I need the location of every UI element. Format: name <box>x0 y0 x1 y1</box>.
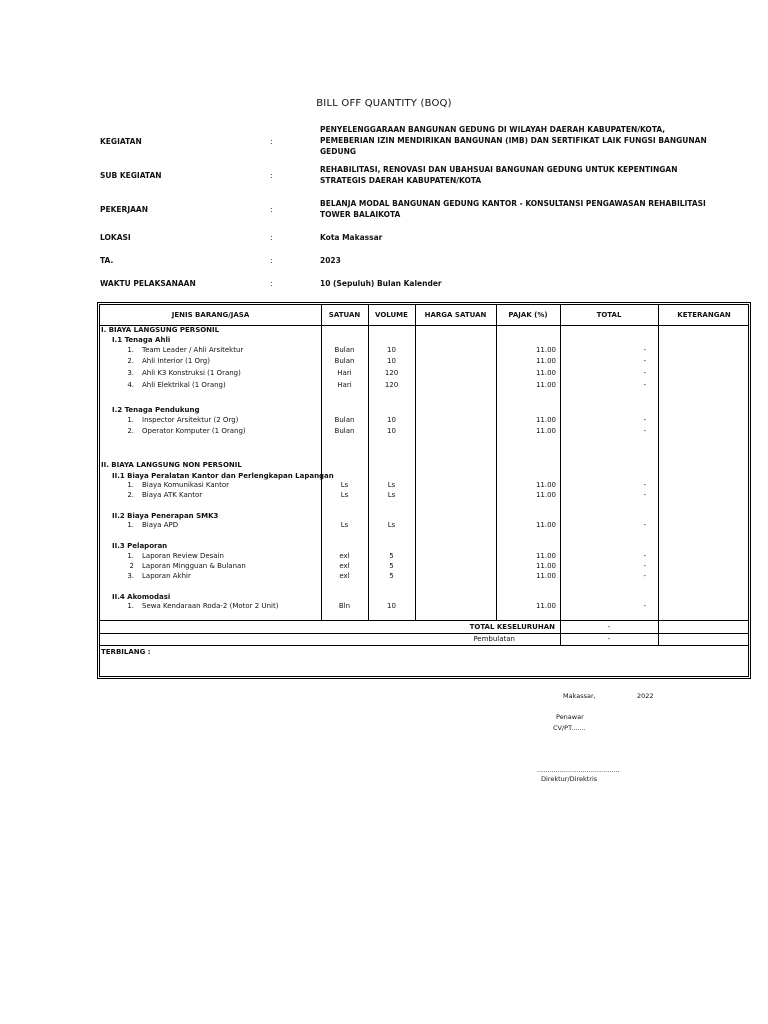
item-total: - <box>643 572 646 580</box>
section-heading: I.1 Tenaga Ahli <box>112 336 171 344</box>
item-number: 1. <box>127 602 134 610</box>
item-volume: Ls <box>387 481 396 489</box>
item-number: 1. <box>127 521 134 529</box>
item-satuan: Ls <box>340 521 349 529</box>
item-volume: 120 <box>384 369 399 377</box>
item-volume: 5 <box>389 552 394 560</box>
signature-line: ........................................ <box>537 766 620 774</box>
info-value: Kota Makassar <box>320 233 383 242</box>
header-keterangan: KETERANGAN <box>677 311 731 319</box>
pembulatan-label: Pembulatan <box>473 635 515 643</box>
item-total: - <box>643 562 646 570</box>
item-name: Biaya Komunikasi Kantor <box>142 481 229 489</box>
item-pajak: 11.00 <box>535 346 556 354</box>
item-pajak: 11.00 <box>535 381 556 389</box>
header-volume: VOLUME <box>375 311 408 319</box>
info-label: PEKERJAAN <box>100 205 149 214</box>
total-keseluruhan-value: - <box>607 623 611 631</box>
item-number: 3. <box>127 369 134 377</box>
total-keseluruhan-label: TOTAL KESELURUHAN <box>469 623 555 631</box>
info-colon: : <box>270 137 273 146</box>
section-heading: II. BIAYA LANGSUNG NON PERSONIL <box>101 461 242 469</box>
item-number: 1. <box>127 346 134 354</box>
pembulatan-row-line <box>100 645 748 646</box>
item-name: Laporan Review Desain <box>142 552 224 560</box>
item-pajak: 11.00 <box>535 481 556 489</box>
info-value: PENYELENGGARAAN BANGUNAN GEDUNG DI WILAYAH DAERAH KABUPATEN/KOTA, PEMEBERIAN IZIN MENDIRIKAN BANGUNAN (IMB) DAN SERTIFIKAT LAIK FUNGSI BANGUNAN GEDUNG <box>320 125 707 156</box>
item-total: - <box>643 602 646 610</box>
item-number: 2 <box>129 562 134 570</box>
header-harga: HARGA SATUAN <box>424 311 487 319</box>
item-name: Biaya ATK Kantor <box>142 491 203 499</box>
item-name: Laporan Mingguan & Bulanan <box>142 562 246 570</box>
item-name: Operator Komputer (1 Orang) <box>142 427 246 435</box>
item-pajak: 11.00 <box>535 562 556 570</box>
info-colon: : <box>270 205 273 214</box>
section-heading: I.2 Tenaga Pendukung <box>112 406 200 414</box>
item-pajak: 11.00 <box>535 357 556 365</box>
section-heading: II.1 Biaya Peralatan Kantor dan Perlengkapan Lapangan <box>112 472 334 480</box>
item-satuan: Ls <box>340 481 349 489</box>
item-number: 1. <box>127 481 134 489</box>
section-heading: II.2 Biaya Penerapan SMK3 <box>112 512 219 520</box>
item-volume: 10 <box>387 357 396 365</box>
item-number: 2. <box>127 491 134 499</box>
document-title: BILL OFF QUANTITY (BOQ) <box>316 98 452 109</box>
item-satuan: Bulan <box>334 346 355 354</box>
item-name: Biaya APD <box>142 521 179 529</box>
item-satuan: Bulan <box>334 427 355 435</box>
item-volume: 10 <box>387 602 396 610</box>
terbilang-label: TERBILANG : <box>101 648 151 656</box>
item-satuan: exl <box>339 562 350 570</box>
item-satuan: Ls <box>340 491 349 499</box>
section-heading: II.4 Akomodasi <box>112 593 171 601</box>
item-total: - <box>643 521 646 529</box>
item-satuan: exl <box>339 572 350 580</box>
footer-penawar: Penawar <box>556 713 584 721</box>
item-volume: Ls <box>387 521 396 529</box>
header-satuan: SATUAN <box>328 311 361 319</box>
item-volume: 5 <box>389 572 394 580</box>
item-number: 3. <box>127 572 134 580</box>
item-name: Sewa Kendaraan Roda-2 (Motor 2 Unit) <box>142 602 279 610</box>
item-total: - <box>643 491 646 499</box>
body-bottom-line <box>100 620 748 621</box>
info-colon: : <box>270 171 273 180</box>
item-satuan: Hari <box>337 369 352 377</box>
item-pajak: 11.00 <box>535 602 556 610</box>
item-volume: 5 <box>389 562 394 570</box>
item-name: Laporan Akhir <box>142 572 191 580</box>
item-total: - <box>643 481 646 489</box>
header-total: TOTAL <box>596 311 622 319</box>
item-satuan: Bln <box>338 602 351 610</box>
section-heading: II.3 Pelaporan <box>112 542 168 550</box>
item-name: Team Leader / Ahli Arsitektur <box>142 346 244 354</box>
item-name: Ahli Elektrikal (1 Orang) <box>142 381 226 389</box>
info-colon: : <box>270 256 273 265</box>
item-total: - <box>643 346 646 354</box>
item-number: 1. <box>127 416 134 424</box>
item-pajak: 11.00 <box>535 552 556 560</box>
item-number: 1. <box>127 552 134 560</box>
item-number: 2. <box>127 427 134 435</box>
item-pajak: 11.00 <box>535 491 556 499</box>
item-satuan: Hari <box>337 381 352 389</box>
item-number: 2. <box>127 357 134 365</box>
item-pajak: 11.00 <box>535 369 556 377</box>
item-total: - <box>643 369 646 377</box>
boq-table-inner <box>99 304 749 677</box>
item-total: - <box>643 552 646 560</box>
col-line <box>415 305 416 620</box>
info-value: BELANJA MODAL BANGUNAN GEDUNG KANTOR - KONSULTANSI PENGAWASAN REHABILITASI TOWER BALAIKOTA <box>320 199 706 219</box>
header-jenis: JENIS BARANG/JASA <box>171 311 250 319</box>
item-pajak: 11.00 <box>535 427 556 435</box>
info-label: SUB KEGIATAN <box>100 171 162 180</box>
item-name: Ahli Interior (1 Org) <box>142 357 210 365</box>
item-volume: Ls <box>387 491 396 499</box>
boq-table <box>97 302 751 679</box>
item-satuan: Bulan <box>334 357 355 365</box>
col-line <box>658 305 659 645</box>
info-value: 10 (Sepuluh) Bulan Kalender <box>320 279 442 288</box>
info-value: REHABILITASI, RENOVASI DAN UBAHSUAI BANGUNAN GEDUNG UNTUK KEPENTINGAN STRATEGIS DAERAH KABUPATEN/KOTA <box>320 165 678 185</box>
item-volume: 10 <box>387 416 396 424</box>
info-label: WAKTU PELAKSANAAN <box>100 279 196 288</box>
info-label: KEGIATAN <box>100 137 142 146</box>
item-total: - <box>643 357 646 365</box>
info-value: 2023 <box>320 256 341 265</box>
info-colon: : <box>270 279 273 288</box>
item-total: - <box>643 416 646 424</box>
header-pajak: PAJAK (%) <box>508 311 548 319</box>
item-satuan: exl <box>339 552 350 560</box>
item-volume: 120 <box>384 381 399 389</box>
section-heading: I. BIAYA LANGSUNG PERSONIL <box>101 326 220 334</box>
footer-place: Makassar, <box>563 692 596 700</box>
pembulatan-value: - <box>607 635 611 643</box>
item-volume: 10 <box>387 346 396 354</box>
item-name: Inspector Arsitektur (2 Org) <box>142 416 239 424</box>
item-number: 4. <box>127 381 134 389</box>
footer-company: CV/PT....... <box>553 724 586 732</box>
footer-signer: Direktur/Direktris <box>541 775 598 783</box>
item-pajak: 11.00 <box>535 572 556 580</box>
info-colon: : <box>270 233 273 242</box>
item-total: - <box>643 427 646 435</box>
footer-year: 2022 <box>637 692 654 700</box>
item-total: - <box>643 381 646 389</box>
item-pajak: 11.00 <box>535 416 556 424</box>
item-satuan: Bulan <box>334 416 355 424</box>
info-label: TA. <box>100 256 114 265</box>
item-name: Ahli K3 Konstruksi (1 Orang) <box>142 369 241 377</box>
item-volume: 10 <box>387 427 396 435</box>
item-pajak: 11.00 <box>535 521 556 529</box>
info-label: LOKASI <box>100 233 131 242</box>
